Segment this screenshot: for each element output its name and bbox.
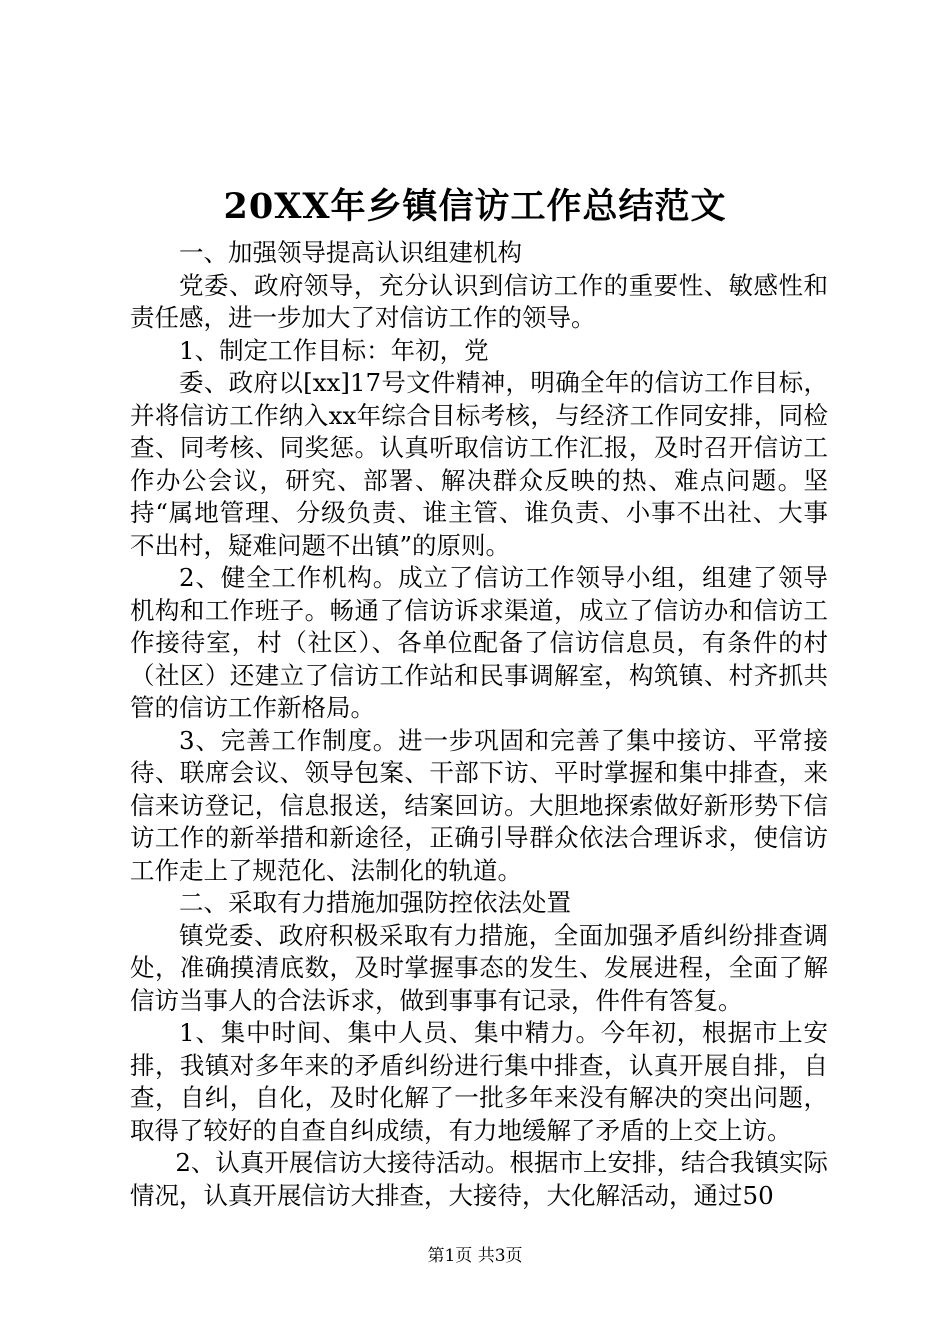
paragraph: 2、认真开展信访大接待活动。根据市上安排，结合我镇实际情况，认真开展信访大排查，大接待，大化解活动，通过50 [130,1148,828,1210]
section-heading-1: 一、加强领导提高认识组建机构 [179,238,522,267]
paragraph: 1、集中时间、集中人员、集中精力。今年初，根据市上安排，我镇对多年来的矛盾纠纷进行集中排查，认真开展自排，自查，自纠，自化，及时化解了一批多年来没有解决的突出问题，取得了较好的自查自纠成绩，有力地缓解了矛盾的上交上访。 [130,1018,828,1145]
paragraph: 党委、政府领导，充分认识到信访工作的重要性、敏感性和责任感，进一步加大了对信访工作的领导。 [130,270,828,332]
page-footer: 第1页 共3页 [427,1246,523,1266]
paragraph: 镇党委、政府积极采取有力措施，全面加强矛盾纠纷排查调处，准确摸清底数，及时掌握事态的发生、发展进程，全面了解信访当事人的合法诉求，做到事事有记录，件件有答复。 [130,920,828,1015]
document-title: 20XX年乡镇信访工作总结范文 [223,186,727,227]
paragraph: 2、健全工作机构。成立了信访工作领导小组，组建了领导机构和工作班子。畅通了信访诉求渠道，成立了信访办和信访工作接待室，村（社区）、各单位配备了信访信息员，有条件的村（社区）还建立了信访工作站和民事调解室，构筑镇、村齐抓共管的信访工作新格局。 [130,563,828,722]
document-body [130,237,828,1212]
section-heading-2: 二、采取有力措施加强防控依法处置 [179,888,571,917]
paragraph: 1、制定工作目标：年初，党 [179,335,489,365]
paragraph: 委、政府以[xx]17号文件精神，明确全年的信访工作目标，并将信访工作纳入xx年综合目标考核，与经济工作同安排，同检查、同考核、同奖惩。认真听取信访工作汇报，及时召开信访工作办公会议，研究、部署、解决群众反映的热、难点问题。坚持“属地管理、分级负责、谁主管、谁负责、小事不出社、大事不出村，疑难问题不出镇”的原则。 [130,368,828,560]
paragraph: 3、完善工作制度。进一步巩固和完善了集中接访、平常接待、联席会议、领导包案、干部下访、平时掌握和集中排查，来信来访登记，信息报送，结案回访。大胆地探索做好新形势下信访工作的新举措和新途径，正确引导群众依法合理诉求，使信访工作走上了规范化、法制化的轨道。 [130,725,828,885]
